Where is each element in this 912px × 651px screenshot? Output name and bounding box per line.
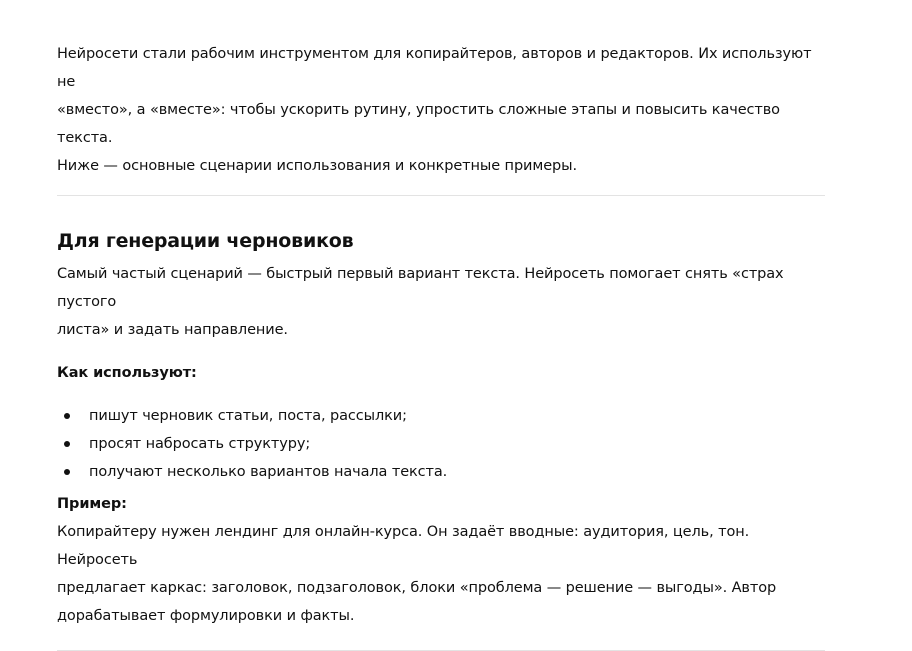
how-used-label: Как используют: — [57, 365, 197, 381]
example-label: Пример: — [57, 496, 127, 512]
bullet-icon — [64, 469, 70, 475]
list-item-text: получают несколько вариантов начала текста. — [89, 464, 448, 480]
description-line: Самый частый сценарий — быстрый первый вариант текста. Нейросеть помогает снять «страх пустого — [57, 266, 784, 310]
example-line: дорабатывает формулировки и факты. — [57, 608, 355, 624]
list-item — [57, 402, 825, 430]
article-content — [57, 40, 825, 651]
example-line: предлагает каркас: заголовок, подзаголовок, блоки «проблема — решение — выгоды». Автор — [57, 580, 777, 596]
list-item-text: просят набросать структуру; — [89, 436, 311, 452]
intro-line: Нейросети стали рабочим инструментом для копирайтеров, авторов и редакторов. Их используют не — [57, 46, 812, 90]
section-divider — [57, 195, 825, 196]
bullet-icon — [64, 413, 70, 419]
list-item — [57, 430, 825, 458]
list-item-text: пишут черновик статьи, поста, рассылки; — [89, 408, 407, 424]
description-line: листа» и задать направление. — [57, 322, 288, 338]
bullet-icon — [64, 441, 70, 447]
example-paragraph — [57, 518, 825, 630]
usage-list — [57, 402, 825, 486]
intro-line: Ниже — основные сценарии использования и конкретные примеры. — [57, 158, 577, 174]
intro-paragraph — [57, 40, 825, 180]
section-description — [57, 260, 825, 344]
intro-line: «вместо», а «вместе»: чтобы ускорить рутину, упростить сложные этапы и повысить качество текста. — [57, 102, 780, 146]
example-line: Копирайтеру нужен лендинг для онлайн-курса. Он задаёт вводные: аудитория, цель, тон. Нейросеть — [57, 524, 750, 568]
list-item — [57, 458, 825, 486]
section-heading: Для генерации черновиков — [57, 230, 354, 252]
